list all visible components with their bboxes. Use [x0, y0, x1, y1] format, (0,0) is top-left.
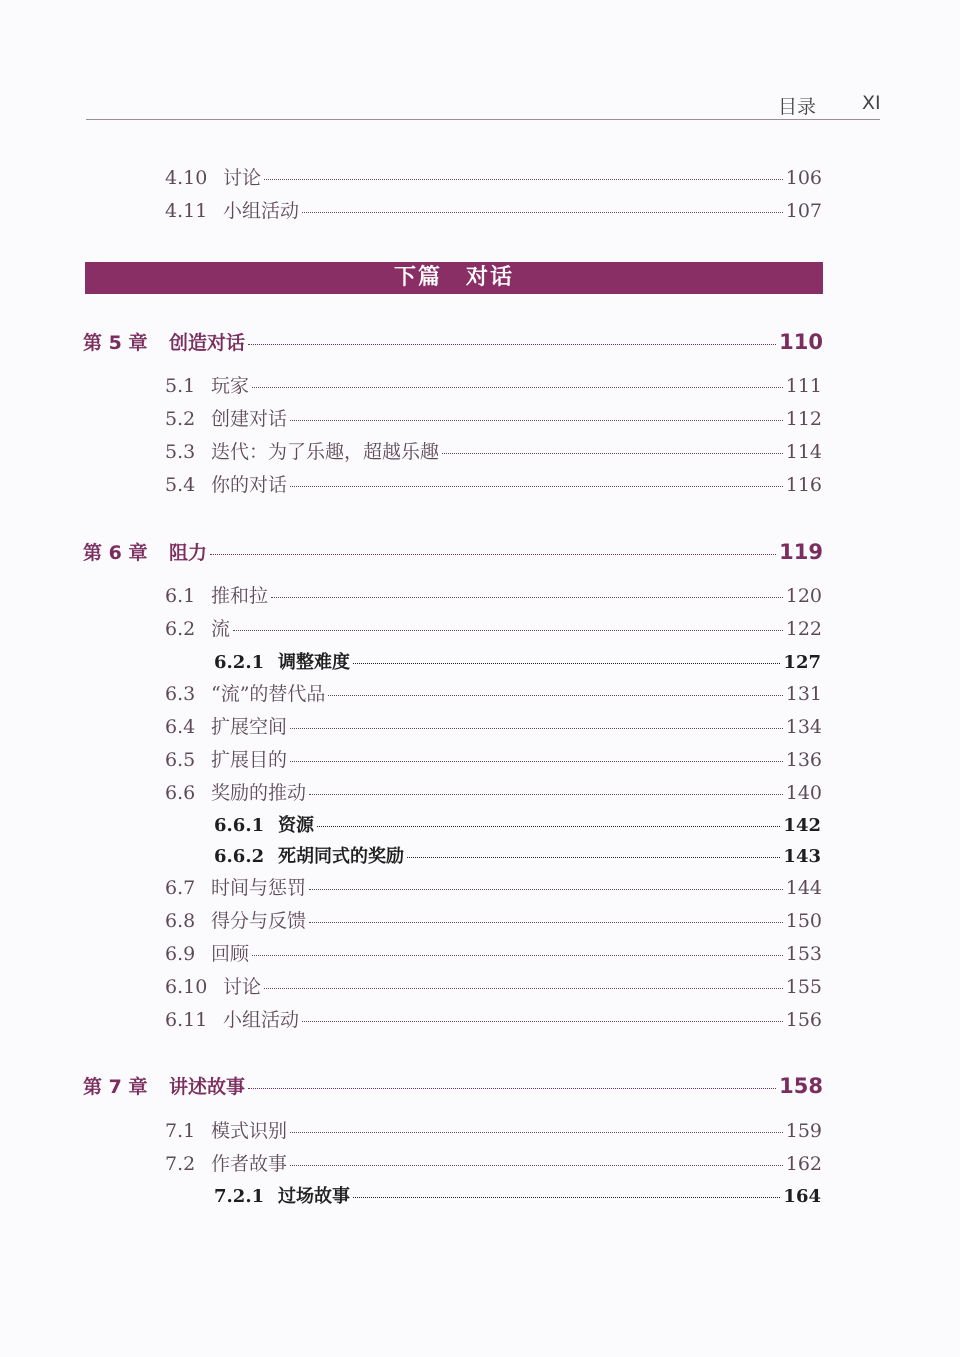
entry-page: 136	[785, 749, 822, 771]
entry-page: 155	[785, 976, 822, 998]
toc-chapter-6[interactable]	[83, 538, 823, 565]
toc-entry-6-10[interactable]	[165, 972, 822, 999]
entry-number: 6.7	[165, 877, 196, 899]
dot-leader	[290, 1165, 783, 1166]
entry-title: 讨论	[223, 976, 262, 998]
entry-page: 112	[785, 408, 822, 430]
entry-number: 6.10	[165, 976, 208, 998]
entry-title: 迭代：为了乐趣，超越乐趣	[211, 441, 440, 463]
entry-title: 玩家	[211, 375, 250, 397]
entry-number: 6.6.1	[214, 815, 265, 836]
entry-page: 142	[783, 815, 821, 836]
entry-page: 131	[785, 683, 822, 705]
dot-leader	[309, 794, 783, 795]
entry-title: 过场故事	[278, 1186, 350, 1207]
chapter-number: 第 5 章	[83, 332, 148, 354]
dot-leader	[252, 387, 783, 388]
toc-entry-6-1[interactable]	[165, 581, 822, 608]
entry-page: 156	[785, 1009, 822, 1031]
dot-leader	[309, 922, 783, 923]
dot-leader	[442, 453, 783, 454]
entry-title: 讨论	[223, 167, 262, 189]
dot-leader	[302, 1021, 783, 1022]
toc-entry-6-2-1[interactable]	[214, 648, 821, 674]
entry-title: 调整难度	[278, 652, 350, 673]
entry-title: 扩展目的	[211, 749, 288, 771]
toc-entry-5-1[interactable]	[165, 371, 822, 398]
chapter-page: 110	[779, 330, 823, 354]
toc-entry-6-6-2[interactable]	[214, 842, 821, 868]
entry-title: 你的对话	[211, 474, 288, 496]
dot-leader	[290, 761, 783, 762]
dot-leader	[210, 554, 776, 555]
entry-page: 140	[785, 782, 822, 804]
entry-number: 6.9	[165, 943, 196, 965]
toc-entry-4-11[interactable]	[165, 196, 822, 223]
entry-number: 4.11	[165, 200, 208, 222]
entry-title: 作者故事	[211, 1153, 288, 1175]
dot-leader	[302, 212, 783, 213]
toc-entry-7-2[interactable]	[165, 1149, 822, 1176]
entry-number: 6.6	[165, 782, 196, 804]
entry-number: 7.2.1	[214, 1186, 265, 1207]
entry-number: 5.1	[165, 375, 196, 397]
entry-title: 流	[211, 618, 231, 640]
dot-leader	[290, 1132, 783, 1133]
header-rule	[86, 119, 880, 120]
chapter-number: 第 6 章	[83, 542, 148, 564]
entry-title: “流”的替代品	[211, 683, 326, 705]
dot-leader	[290, 420, 783, 421]
chapter-title: 阻力	[169, 542, 208, 564]
entry-number: 6.1	[165, 585, 196, 607]
dot-leader	[248, 344, 776, 345]
toc-entry-6-7[interactable]	[165, 873, 822, 900]
entry-number: 7.1	[165, 1120, 196, 1142]
entry-title: 模式识别	[211, 1120, 288, 1142]
dot-leader	[252, 955, 783, 956]
dot-leader	[317, 826, 780, 827]
toc-entry-4-10[interactable]	[165, 163, 822, 190]
toc-entry-6-6[interactable]	[165, 778, 822, 805]
dot-leader	[407, 857, 780, 858]
toc-entry-6-6-1[interactable]	[214, 811, 821, 837]
entry-number: 6.8	[165, 910, 196, 932]
chapter-page: 119	[779, 540, 823, 564]
dot-leader	[264, 988, 783, 989]
entry-page: 144	[785, 877, 822, 899]
running-header-title: 目录	[778, 96, 817, 118]
part-banner: 下篇 对话	[85, 262, 823, 294]
running-header-page-number: XI	[862, 92, 881, 114]
entry-title: 小组活动	[223, 1009, 300, 1031]
toc-entry-6-4[interactable]	[165, 712, 822, 739]
toc-entry-6-5[interactable]	[165, 745, 822, 772]
toc-entry-6-11[interactable]	[165, 1005, 822, 1032]
entry-page: 153	[785, 943, 822, 965]
toc-entry-6-9[interactable]	[165, 939, 822, 966]
dot-leader	[353, 663, 780, 664]
entry-number: 6.2.1	[214, 652, 265, 673]
entry-page: 150	[785, 910, 822, 932]
entry-number: 4.10	[165, 167, 208, 189]
entry-title: 推和拉	[211, 585, 269, 607]
dot-leader	[233, 630, 783, 631]
entry-page: 127	[783, 652, 821, 673]
dot-leader	[248, 1088, 776, 1089]
entry-page: 159	[785, 1120, 822, 1142]
toc-entry-5-3[interactable]	[165, 437, 822, 464]
entry-page: 143	[783, 846, 821, 867]
entry-number: 6.5	[165, 749, 196, 771]
toc-entry-6-3[interactable]	[165, 679, 822, 706]
entry-number: 5.3	[165, 441, 196, 463]
entry-title: 回顾	[211, 943, 250, 965]
entry-number: 6.3	[165, 683, 196, 705]
entry-number: 5.2	[165, 408, 196, 430]
chapter-title: 创造对话	[169, 332, 246, 354]
entry-title: 创建对话	[211, 408, 288, 430]
entry-title: 时间与惩罚	[211, 877, 307, 899]
entry-number: 6.2	[165, 618, 196, 640]
dot-leader	[309, 889, 783, 890]
entry-number: 5.4	[165, 474, 196, 496]
entry-page: 107	[785, 200, 822, 222]
toc-chapter-5[interactable]	[83, 328, 823, 355]
toc-entry-7-1[interactable]	[165, 1116, 822, 1143]
dot-leader	[271, 597, 783, 598]
dot-leader	[328, 695, 782, 696]
entry-number: 6.4	[165, 716, 196, 738]
entry-page: 111	[785, 375, 822, 397]
entry-title: 扩展空间	[211, 716, 288, 738]
entry-page: 120	[785, 585, 822, 607]
entry-page: 164	[783, 1186, 821, 1207]
entry-page: 106	[785, 167, 822, 189]
entry-page: 162	[785, 1153, 822, 1175]
entry-number: 6.6.2	[214, 846, 265, 867]
toc-entry-7-2-1[interactable]	[214, 1182, 821, 1208]
chapter-number: 第 7 章	[83, 1076, 148, 1098]
toc-entry-5-4[interactable]	[165, 470, 822, 497]
dot-leader	[290, 486, 783, 487]
entry-title: 资源	[278, 815, 314, 836]
toc-entry-5-2[interactable]	[165, 404, 822, 431]
entry-title: 死胡同式的奖励	[278, 846, 404, 867]
toc-entry-6-2[interactable]	[165, 614, 822, 641]
entry-title: 奖励的推动	[211, 782, 307, 804]
entry-number: 6.11	[165, 1009, 208, 1031]
toc-chapter-7[interactable]	[83, 1072, 823, 1099]
chapter-title: 讲述故事	[169, 1076, 246, 1098]
entry-page: 122	[785, 618, 822, 640]
chapter-page: 158	[779, 1074, 823, 1098]
entry-title: 小组活动	[223, 200, 300, 222]
entry-page: 116	[785, 474, 822, 496]
entry-title: 得分与反馈	[211, 910, 307, 932]
toc-entry-6-8[interactable]	[165, 906, 822, 933]
entry-page: 134	[785, 716, 822, 738]
entry-number: 7.2	[165, 1153, 196, 1175]
dot-leader	[264, 179, 783, 180]
dot-leader	[290, 728, 783, 729]
dot-leader	[353, 1197, 780, 1198]
entry-page: 114	[785, 441, 822, 463]
